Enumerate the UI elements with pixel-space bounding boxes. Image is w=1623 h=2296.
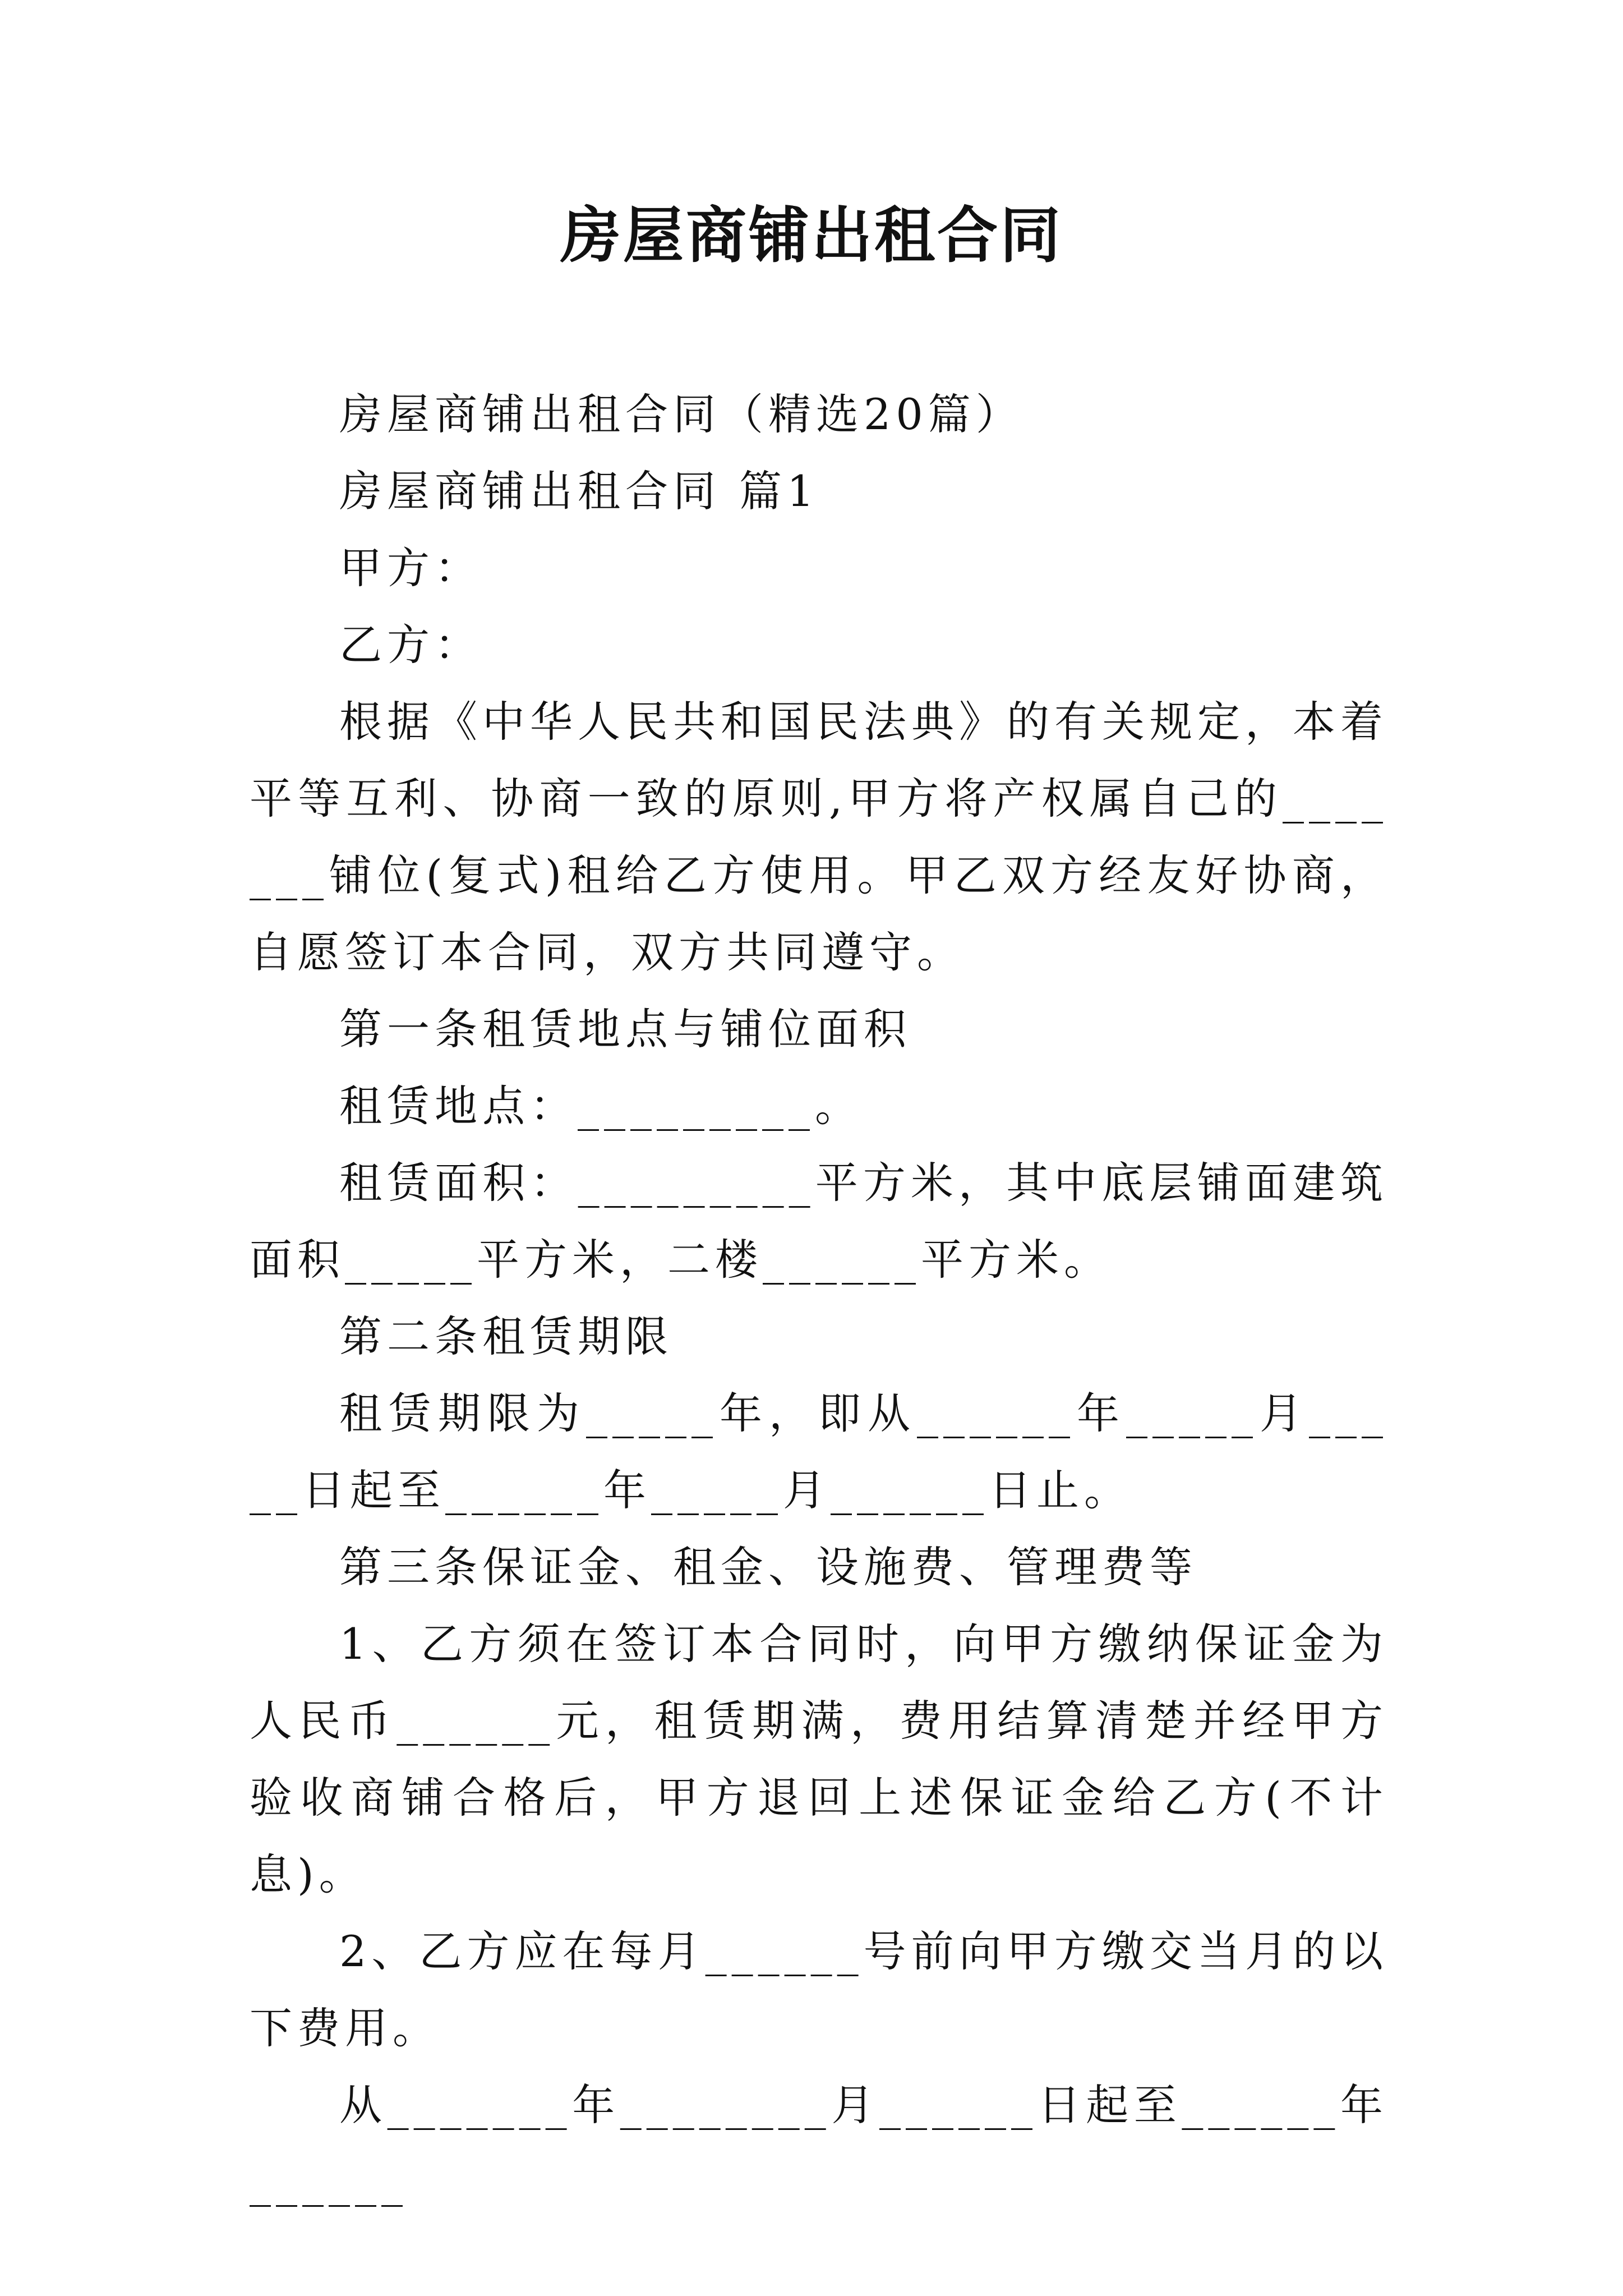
paragraph-deposit: 1、乙方须在签订本合同时，向甲方缴纳保证金为人民币______元，租赁期满，费用结算清楚并经甲方验收商铺合格后，甲方退回上述保证金给乙方(不计息)。 <box>250 1619 1388 1899</box>
paragraph-article-1-heading: 第一条租赁地点与铺位面积 <box>339 1004 911 1054</box>
paragraph-lease-term: 租赁期限为_____年，即从______年_____月_____日起至______年_____月______日止。 <box>250 1388 1388 1515</box>
paragraph-article-2-heading: 第二条租赁期限 <box>339 1312 673 1361</box>
paragraph-lease-location: 租赁地点：_________。 <box>339 1081 863 1131</box>
document-body <box>250 376 1388 2220</box>
paragraph-section-heading: 房屋商铺出租合同 篇1 <box>339 466 819 516</box>
paragraph-preamble: 根据《中华人民共和国民法典》的有关规定，本着平等互利、协商一致的原则,甲方将产权属自己的_______铺位(复式)租给乙方使用。甲乙双方经友好协商，自愿签订本合同，双方共同遵守。 <box>250 697 1388 977</box>
paragraph-subtitle: 房屋商铺出租合同（精选20篇） <box>339 389 1023 439</box>
paragraph-party-a: 甲方： <box>339 543 482 593</box>
paragraph-fee-period: 从_______年________月______日起至______年______ <box>250 2080 1388 2207</box>
paragraph-lease-area: 租赁面积：_________平方米，其中底层铺面建筑面积_____平方米，二楼______平方米。 <box>250 1158 1388 1285</box>
paragraph-article-3-heading: 第三条保证金、租金、设施费、管理费等 <box>339 1542 1197 1592</box>
document-title: 房屋商铺出租合同 <box>560 200 1063 271</box>
paragraph-party-b: 乙方： <box>339 620 482 670</box>
paragraph-monthly-fees: 2、乙方应在每月______号前向甲方缴交当月的以下费用。 <box>250 1926 1388 2053</box>
